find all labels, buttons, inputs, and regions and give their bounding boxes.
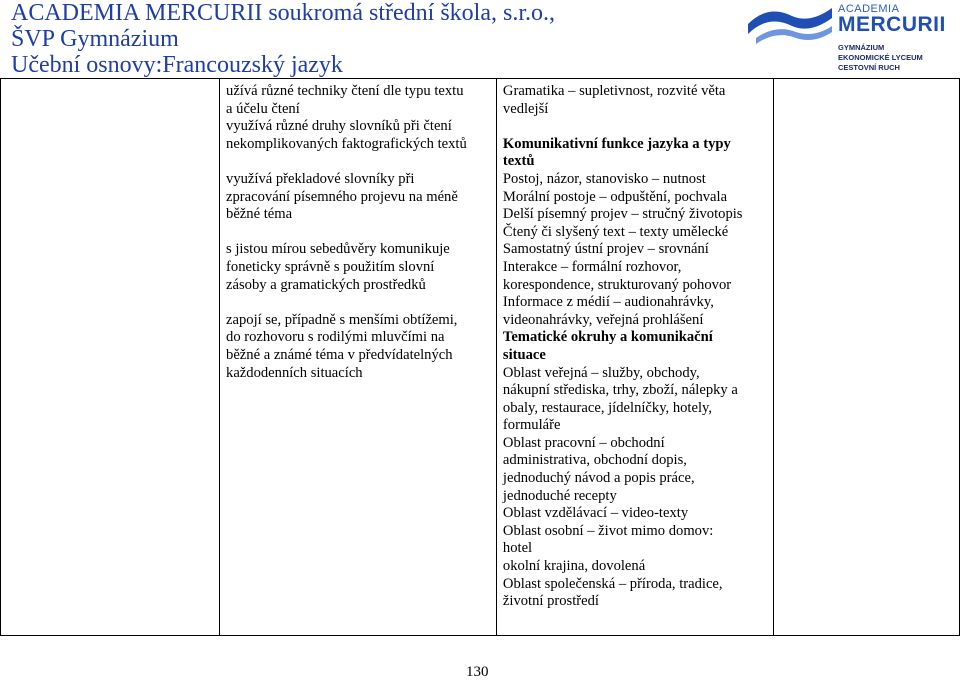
logo-wave-icon bbox=[746, 2, 836, 46]
function-line: Informace z médií – audionahrávky, bbox=[502, 294, 714, 311]
function-line: Čtený či slyšený text – texty umělecké bbox=[502, 223, 729, 240]
topic-line: formuláře bbox=[502, 417, 561, 434]
topics-heading: situace bbox=[502, 346, 546, 363]
logo-line-2: MERCURII bbox=[838, 13, 946, 36]
function-line: Interakce – formální rozhovor, bbox=[502, 258, 682, 275]
content-cell bbox=[497, 79, 773, 611]
functions-heading: Komunikativní funkce jazyka a typy bbox=[502, 135, 731, 152]
empty-column bbox=[1, 79, 220, 636]
topic-line: Oblast osobní – život mimo domov: bbox=[502, 522, 714, 539]
school-name-heading: ACADEMIA MERCURII soukromá střední škola, s.r.o., bbox=[11, 0, 555, 26]
topic-line: okolní krajina, dovolená bbox=[502, 558, 646, 575]
topic-line: obaly, restaurace, jídelníčky, hotely, bbox=[502, 399, 713, 416]
outcomes-column bbox=[220, 79, 497, 636]
topic-line: Oblast vzdělávací – video-texty bbox=[502, 505, 689, 522]
logo-sub-gymnazium: GYMNÁZIUM bbox=[838, 43, 885, 52]
notes-column bbox=[773, 79, 959, 636]
topic-line: hotel bbox=[502, 540, 533, 557]
topic-line: Oblast společenská – příroda, tradice, bbox=[502, 575, 723, 592]
topic-line: životní prostředí bbox=[502, 593, 599, 610]
topic-line: Oblast veřejná – služby, obchody, bbox=[502, 364, 700, 381]
topic-line: jednoduché recepty bbox=[502, 487, 617, 504]
grammar-line: Gramatika – supletivnost, rozvité věta bbox=[502, 83, 726, 99]
program-heading: ŠVP Gymnázium bbox=[11, 26, 179, 52]
function-line: Morální postoje – odpuštění, pochvala bbox=[502, 188, 728, 205]
outcome-line: využívá překladové slovníky při bbox=[226, 170, 415, 187]
content-column bbox=[496, 79, 773, 636]
outcome-line: běžné a známé téma v předvídatelných bbox=[226, 346, 453, 363]
grammar-line: vedlejší bbox=[502, 100, 549, 117]
outcome-line: s jistou mírou sebedůvěry komunikuje bbox=[226, 241, 450, 258]
topic-line: nákupní střediska, trhy, zboží, nálepky a bbox=[502, 382, 738, 399]
outcomes-cell bbox=[220, 79, 496, 382]
outcome-line: zpracování písemného projevu na méně bbox=[226, 188, 458, 205]
outcome-block bbox=[226, 312, 490, 382]
logo-sub-lyceum: EKONOMICKÉ LYCEUM bbox=[838, 53, 923, 62]
topic-line: administrativa, obchodní dopis, bbox=[502, 452, 687, 469]
grammar-block bbox=[503, 83, 767, 118]
page-number: 130 bbox=[466, 664, 489, 680]
outcome-block bbox=[226, 83, 490, 153]
logo-line-1: ACADEMIA bbox=[838, 3, 900, 15]
outcome-line: běžné téma bbox=[226, 206, 293, 223]
outcome-line: foneticky správně s použitím slovní bbox=[226, 258, 435, 275]
outcome-line: zapojí se, případně s menšími obtížemi, bbox=[226, 311, 458, 328]
outcome-line: každodenních situacích bbox=[226, 364, 363, 381]
outcome-line: zásoby a gramatických prostředků bbox=[226, 276, 426, 293]
outcome-line: využívá různé druhy slovníků při čtení bbox=[226, 118, 452, 135]
function-line: Delší písemný projev – stručný životopis bbox=[502, 206, 743, 223]
curriculum-table bbox=[0, 78, 960, 636]
topic-line: jednoduchý návod a popis práce, bbox=[502, 470, 695, 487]
outcome-line: užívá různé techniky čtení dle typu textu bbox=[226, 83, 464, 99]
function-line: Samostatný ústní projev – srovnání bbox=[502, 241, 709, 258]
topic-line: Oblast pracovní – obchodní bbox=[502, 434, 665, 451]
outcome-line: nekomplikovaných faktografických textů bbox=[226, 135, 467, 152]
function-line: korespondence, strukturovaný pohovor bbox=[502, 276, 732, 293]
outcome-line: do rozhovoru s rodilými mluvčími na bbox=[226, 329, 445, 346]
logo-subtitle bbox=[838, 43, 923, 73]
academia-mercurii-logo bbox=[746, 0, 960, 78]
outcome-line: a účelu čtení bbox=[226, 100, 300, 117]
syllabus-heading: Učební osnovy:Francouzský jazyk bbox=[11, 52, 343, 78]
logo-sub-ruch: CESTOVNÍ RUCH bbox=[838, 63, 900, 72]
outcome-block bbox=[226, 171, 490, 224]
outcome-block bbox=[226, 241, 490, 294]
function-line: videonahrávky, veřejná prohlášení bbox=[502, 311, 704, 328]
functions-heading: textů bbox=[502, 153, 535, 170]
function-line: Postoj, názor, stanovisko – nutnost bbox=[502, 170, 706, 187]
topics-heading: Tematické okruhy a komunikační bbox=[502, 329, 713, 346]
